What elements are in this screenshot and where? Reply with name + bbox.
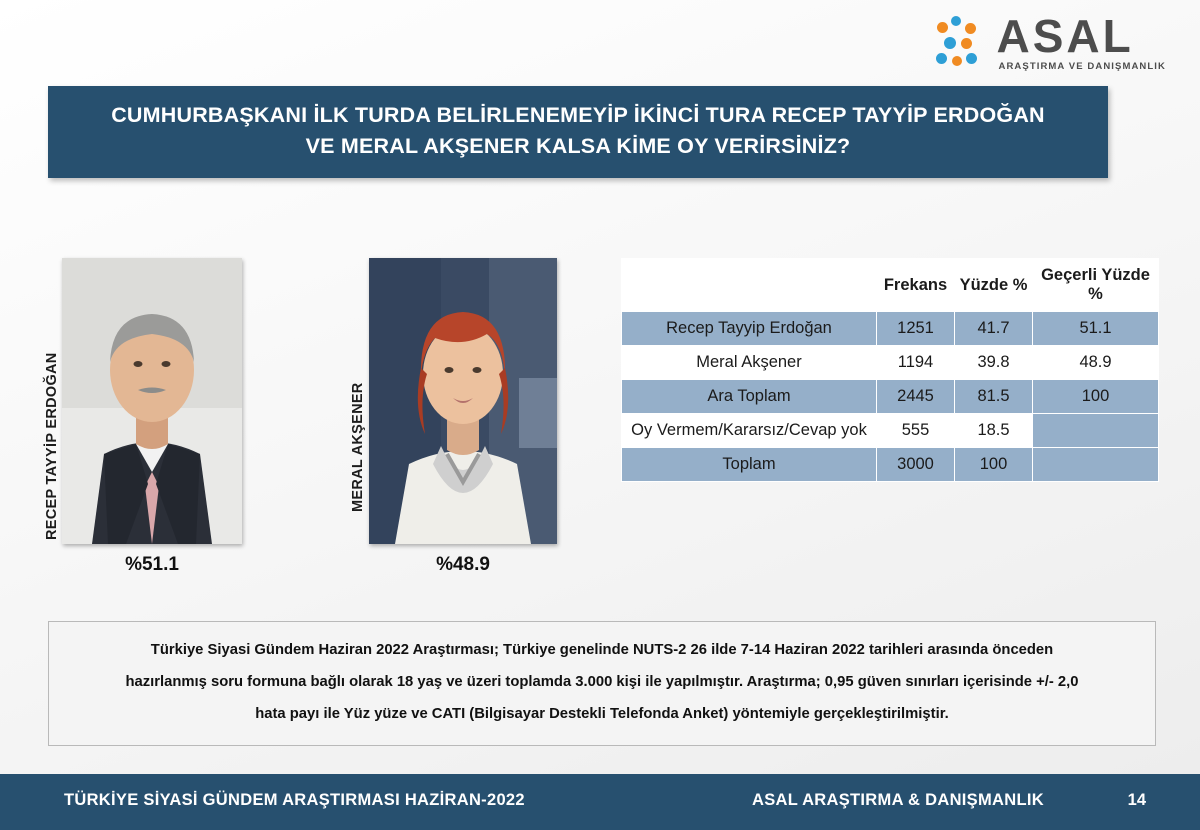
table-row	[622, 312, 1159, 346]
row-frekans: 555	[877, 414, 955, 448]
footer-survey-title: TÜRKİYE SİYASİ GÜNDEM ARAŞTIRMASI HAZİRAN-2022	[64, 791, 525, 809]
question-banner	[48, 86, 1108, 178]
question-line-1: CUMHURBAŞKANI İLK TURDA BELİRLENEMEYİP İKİNCİ TURA RECEP TAYYİP ERDOĞAN	[111, 103, 1045, 127]
table-header-row	[622, 259, 1159, 312]
candidate-2-name: MERAL AKŞENER	[350, 382, 366, 512]
row-yuzde: 18.5	[955, 414, 1033, 448]
note-line-3: hata payı ile Yüz yüze ve CATI (Bilgisayar Destekli Telefonda Anket) yöntemiyle gerçekleştirilmiştir.	[255, 706, 949, 722]
table-row	[622, 380, 1159, 414]
question-line-2: VE MERAL AKŞENER KALSA KİME OY VERİRSİNİZ?	[305, 134, 851, 158]
row-label: Oy Vermem/Kararsız/Cevap yok	[622, 414, 877, 448]
row-frekans: 1251	[877, 312, 955, 346]
row-label: Meral Akşener	[622, 346, 877, 380]
row-gecerli	[1033, 448, 1159, 482]
table-header-yuzde: Yüzde %	[955, 259, 1033, 312]
row-yuzde: 81.5	[955, 380, 1033, 414]
row-gecerli: 100	[1033, 380, 1159, 414]
candidate-1-name: RECEP TAYYİP ERDOĞAN	[44, 352, 60, 540]
candidate-2-photo	[369, 258, 557, 544]
note-line-1: Türkiye Siyasi Gündem Haziran 2022 Araştırması; Türkiye genelinde NUTS-2 26 ilde 7-14 Haziran 2022 tarihleri arasında önceden	[150, 642, 1054, 658]
footer-page-number: 14	[1127, 791, 1146, 809]
table-row	[622, 448, 1159, 482]
row-label: Toplam	[622, 448, 877, 482]
candidate-1-percent: %51.1	[125, 554, 179, 575]
results-table	[621, 258, 1159, 482]
row-frekans: 2445	[877, 380, 955, 414]
row-frekans: 1194	[877, 346, 955, 380]
table-row	[622, 346, 1159, 380]
table-row	[622, 414, 1159, 448]
methodology-note	[48, 621, 1156, 746]
table-header-blank	[622, 259, 877, 312]
footer-bar	[0, 774, 1200, 830]
row-label: Recep Tayyip Erdoğan	[622, 312, 877, 346]
row-yuzde: 100	[955, 448, 1033, 482]
logo-tagline: ARAŞTIRMA VE DANIŞMANLIK	[998, 61, 1166, 72]
row-frekans: 3000	[877, 448, 955, 482]
row-label: Ara Toplam	[622, 380, 877, 414]
note-line-2: hazırlanmış soru formuna bağlı olarak 18 yaş ve üzeri toplamda 3.000 kişi ile yapılmıştır. Araştırma; 0,95 güven sınırları içerisinde +/- 2,0	[125, 674, 1079, 690]
row-gecerli: 48.9	[1033, 346, 1159, 380]
row-yuzde: 41.7	[955, 312, 1033, 346]
row-gecerli: 51.1	[1033, 312, 1159, 346]
table-header-gecerli-yuzde: Geçerli Yüzde %	[1033, 259, 1159, 312]
footer-company: ASAL ARAŞTIRMA & DANIŞMANLIK	[752, 791, 1044, 809]
row-yuzde: 39.8	[955, 346, 1033, 380]
table-header-frekans: Frekans	[877, 259, 955, 312]
candidate-2-percent: %48.9	[436, 554, 490, 575]
row-gecerli	[1033, 414, 1159, 448]
asal-logo	[935, 10, 1167, 72]
logo-brand: ASAL	[996, 10, 1134, 62]
logo-dots-icon	[935, 16, 989, 70]
results-table-wrap	[621, 258, 1158, 482]
logo-text	[996, 10, 1167, 72]
candidate-1-photo	[62, 258, 242, 544]
